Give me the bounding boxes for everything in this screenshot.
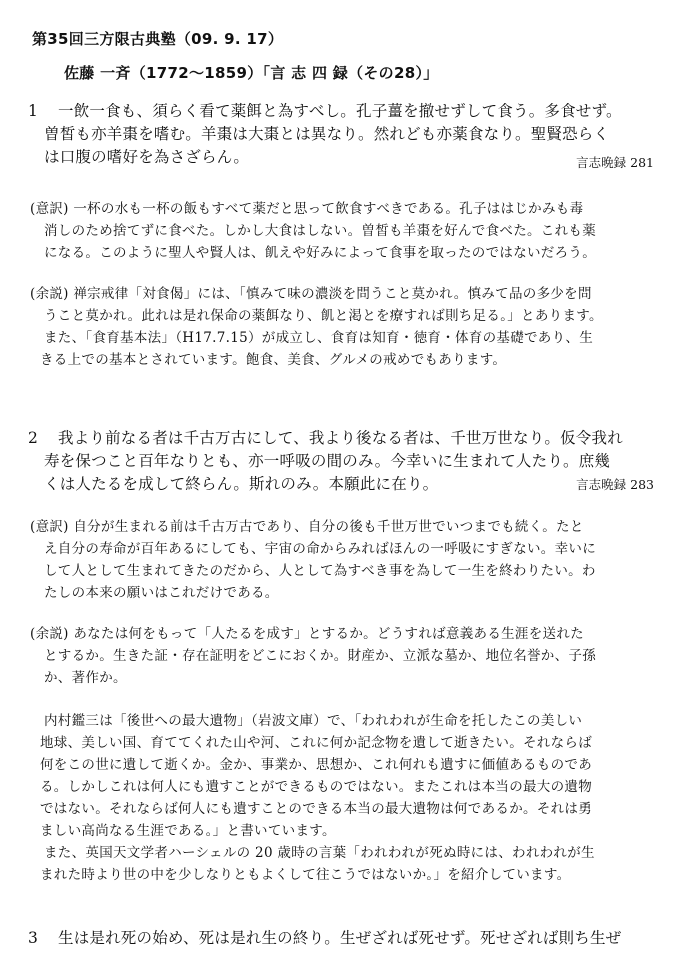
- entry-line: は口腹の嗜好を為さざらん。: [44, 148, 250, 166]
- commentary-line: (余説) あなたは何をもって「人たるを成す」とするか。どうすれば意義ある生涯を送れた: [30, 626, 584, 642]
- commentary-line: うこと莫かれ。此れは是れ保命の薬餌なり、飢と渇とを療すれば則ち足る。」とあります。: [44, 308, 603, 324]
- translation-line: たしの本来の願いはこれだけである。: [44, 585, 279, 601]
- entry-source: 言志晩録 283: [576, 477, 654, 492]
- entry-line: くは人たるを成して終らん。斯れのみ。本願此に在り。: [44, 475, 439, 493]
- extra-line: 内村鑑三は「後世への最大遺物」（岩波文庫）で、「われわれが生命を托したこの美しい: [44, 713, 583, 729]
- translation-line: (意訳) 一杯の水も一杯の飯もすべて薬だと思って飲食すべきである。孔子ははじかみも毒: [30, 201, 584, 217]
- extra-line: ではない。それならば何人にも遺すことのできる本当の最大遺物は何であるか。それは勇: [40, 801, 592, 817]
- translation-line: え自分の寿命が百年あるにしても、宇宙の命からみればほんの一呼吸にすぎない。幸いに: [44, 541, 596, 557]
- extra-paragraph: [30, 710, 658, 886]
- translation-line: して人として生まれてきたのだから、人として為すべき事を為して一生を終わりたい。わ: [44, 563, 596, 579]
- commentary-line: また、「食育基本法」（H17.7.15）が成立し、食育は知育・徳育・体育の基礎であり、生: [44, 330, 593, 346]
- entry-number: 3: [28, 929, 39, 947]
- translation-paragraph: [30, 198, 658, 264]
- page-subtitle: 佐藤 一斉（1772〜1859）「言 志 四 録（その28）」: [64, 64, 439, 82]
- entry-line: 寿を保つこと百年なりとも、亦一呼吸の間のみ。今幸いに生まれて人たり。庶幾: [44, 452, 611, 470]
- extra-line: まれた時より世の中を少しなりともよくして往こうではないか。」を紹介しています。: [40, 867, 571, 883]
- translation-line: 消しのため捨てずに食べた。しかし大食はしない。曽皙も羊棗を好んで食べた。これも薬: [44, 223, 596, 239]
- commentary-line: (余説) 禅宗戒律「対食偈」には、「慎みて味の濃淡を問うこと莫かれ。慎みて品の多少を問: [30, 286, 592, 302]
- translation-line: になる。このように聖人や賢人は、飢えや好みによって食事を取ったのではないだろう。: [44, 245, 596, 261]
- commentary-paragraph: [30, 283, 658, 371]
- page-title: 第35回三方限古典塾（09. 9. 17）: [32, 30, 284, 48]
- entry-line: 曽皙も亦羊棗を嗜む。羊棗は大棗とは異なり。然れども亦薬食なり。聖賢恐らく: [44, 125, 610, 143]
- entry-source: 言志晩録 281: [576, 155, 654, 170]
- commentary-line: とするか。生きた証・存在証明をどこにおくか。財産か、立派な墓か、地位名誉か、子孫: [44, 648, 596, 664]
- entry-line: 我より前なる者は千古万古にして、我より後なる者は、千世万世なり。仮令我れ: [58, 429, 623, 447]
- entry-line: 一飲一食も、須らく看て薬餌と為すべし。孔子薑を撤せずして食う。多食せず。: [58, 102, 622, 120]
- entry-1-text: [28, 100, 660, 169]
- extra-line: 何をこの世に遺して逝くか。金か、事業か、思想か、これ何れも遺すに価値あるものであ: [40, 757, 592, 773]
- entry-2-text: [28, 427, 660, 496]
- extra-line: る。しかしこれは何人にも遺すことができるものではない。またこれは本当の最大の遺物: [40, 779, 592, 795]
- entry-3-text: [28, 927, 660, 950]
- translation-line: (意訳) 自分が生まれる前は千古万古であり、自分の後も千世万世でいつまでも続く。たと: [30, 519, 584, 535]
- translation-paragraph: [30, 516, 658, 604]
- entry-line: 生は是れ死の始め、死は是れ生の終り。生ぜざれば死せず。死せざれば則ち生ぜ: [58, 929, 622, 947]
- commentary-line: きる上での基本とされています。飽食、美食、グルメの戒めでもあります。: [40, 352, 507, 368]
- entry-number: 1: [28, 102, 39, 120]
- commentary-paragraph: [30, 623, 658, 689]
- extra-line: 地球、美しい国、育ててくれた山や河、これに何か記念物を遺して逝きたい。それならば: [40, 735, 592, 751]
- commentary-line: か、著作か。: [44, 670, 127, 686]
- extra-line: また、英国天文学者ハーシェルの 20 歳時の言葉「われわれが死ぬ時には、われわれが生: [44, 845, 595, 861]
- extra-line: ましい高尚なる生涯である。」と書いています。: [40, 823, 336, 839]
- entry-number: 2: [28, 429, 39, 447]
